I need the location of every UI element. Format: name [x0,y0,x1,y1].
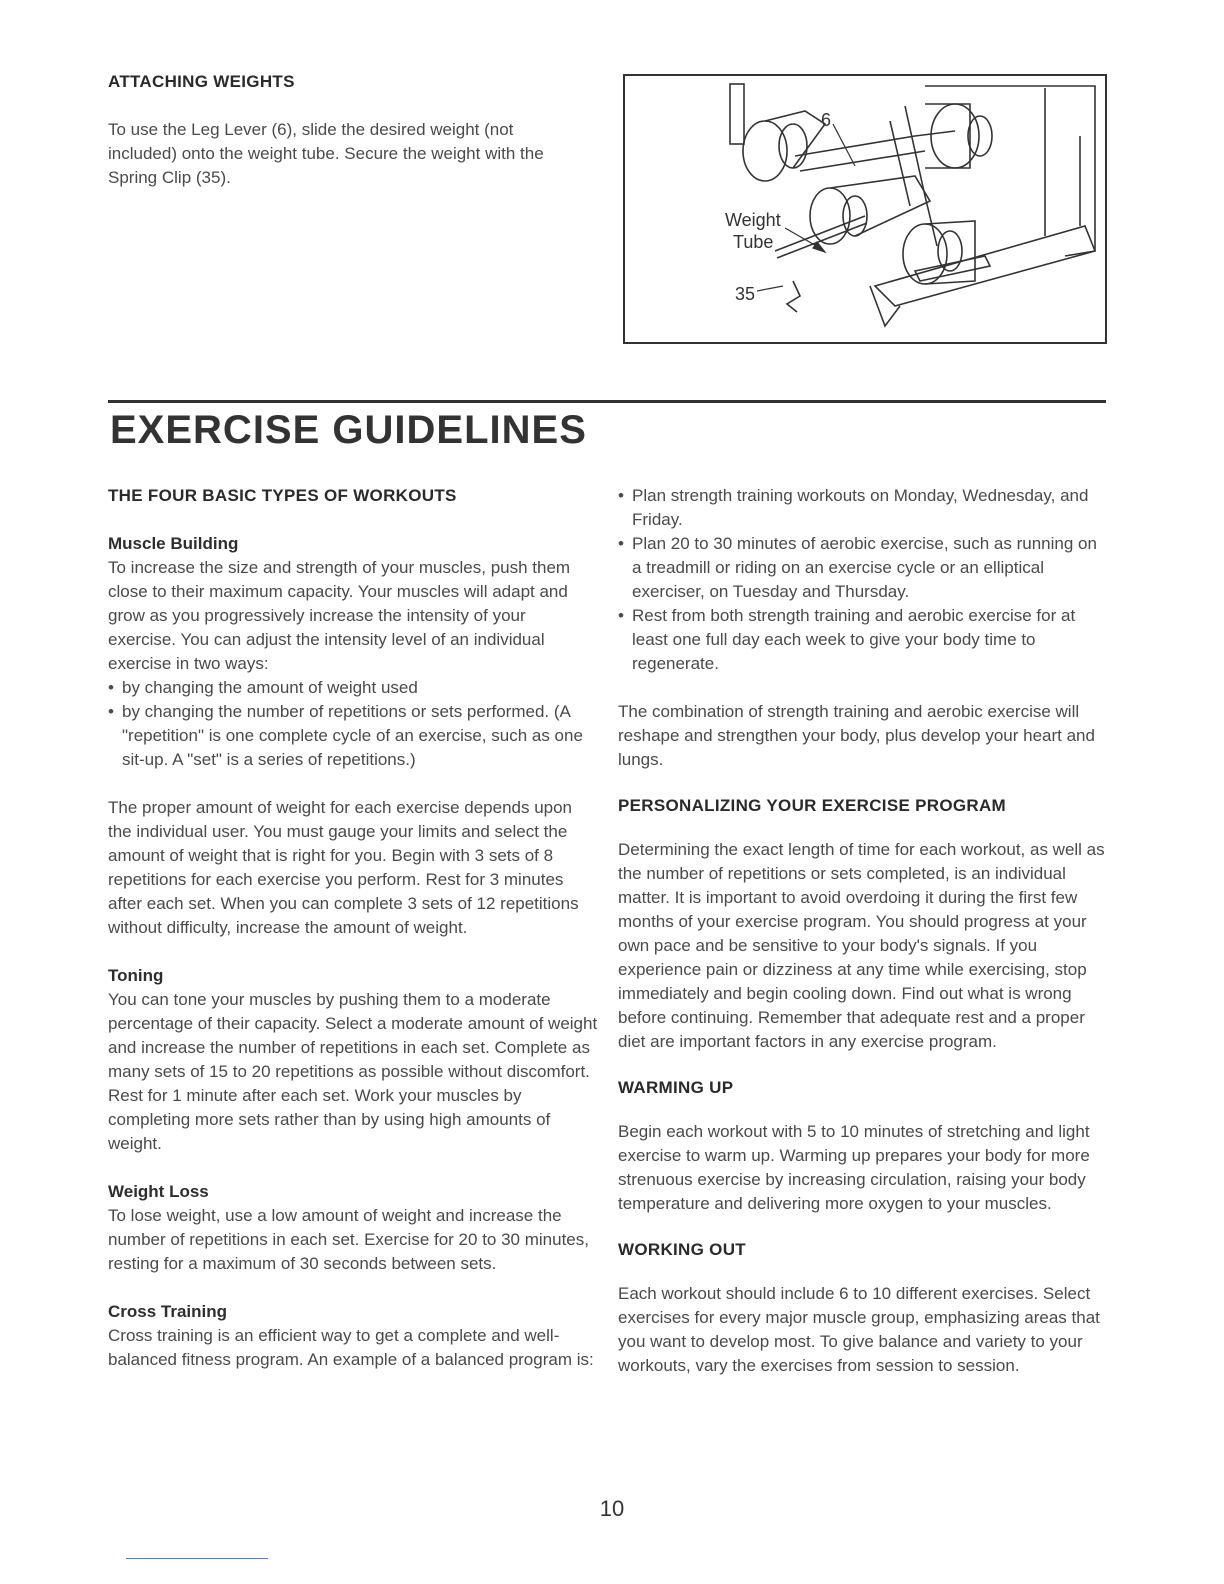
program-bullets [618,484,1108,676]
right-column [618,484,1108,1378]
list-item: • by changing the amount of weight used [108,676,598,700]
footer-divider [126,1558,268,1559]
weight-loss-text: To lose weight, use a low amount of weight and increase the number of repetitions in each set. Exercise for 20 to 30 minutes, resting for a maximum of 30 seconds between sets. [108,1206,589,1273]
personalizing-heading: PERSONALIZING YOUR EXERCISE PROGRAM [618,796,1007,815]
list-item: • Plan 20 to 30 minutes of aerobic exercise, such as running on a treadmill or riding on an exercise cycle or an elliptical exerciser, on Tuesday and Thursday. [618,532,1108,604]
weight-loss-title: Weight Loss [108,1182,209,1201]
four-workouts-heading: THE FOUR BASIC TYPES OF WORKOUTS [108,486,457,505]
personalizing-text: Determining the exact length of time for each workout, as well as the number of repetitions or sets completed, is an individual matter. It is important to avoid overdoing it during the first few months of your exercise program. You should progress at your own pace and be sensitive to your body's signals. If you experience pain or dizziness at any time while exercising, stop immediately and begin cooling down. Find out what is wrong before continuing. Remember that adequate rest and a proper diet are important factors in any exercise program. [618,840,1105,1051]
cross-training-title: Cross Training [108,1302,228,1321]
page-title: EXERCISE GUIDELINES [110,408,587,452]
working-out-text: Each workout should include 6 to 10 different exercises. Select exercises for every major muscle group, emphasizing areas that you want to develop most. To give balance and variety to your workouts, vary the exercises from session to session. [618,1284,1100,1375]
label-leg-lever-6: 6 [821,110,832,130]
muscle-building-text: To increase the size and strength of your muscles, push them close to their maximum capacity. Your muscles will adapt and grow as you progressively increase the intensity of your exercise. You can adjust the intensity level of an individual exercise in two ways: [108,558,571,673]
left-column [108,484,598,1372]
toning-text: You can tone your muscles by pushing them to a moderate percentage of their capacity. Select a moderate amount of weight and increase the number of repetitions in each set. Complete as many sets of 15 to 20 repetitions as possible without discomfort. Rest for 1 minute after each set. Work your muscles by completing more sets rather than by using high amounts of weight. [108,990,598,1153]
toning-title: Toning [108,966,164,985]
working-out-heading: WORKING OUT [618,1240,746,1259]
leg-lever-illustration [625,76,1105,342]
combination-text: The combination of strength training and aerobic exercise will reshape and strengthen your body, plus develop your heart and lungs. [618,702,1095,769]
warming-up-heading: WARMING UP [618,1078,734,1097]
muscle-building-title: Muscle Building [108,534,239,553]
label-tube: Tube [733,232,774,252]
title-rule [108,400,1106,403]
list-item: • Rest from both strength training and aerobic exercise for at least one full day each week to give your body time to regenerate. [618,604,1108,676]
muscle-building-bullets [108,676,598,772]
attaching-weights-text: To use the Leg Lever (6), slide the desired weight (not included) onto the weight tube. Secure the weight with the Spring Clip (35). [108,120,544,187]
warming-up-text: Begin each workout with 5 to 10 minutes of stretching and light exercise to warm up. Warming up prepares your body for more strenuous exercise by increasing circulation, raising your body temperature and delivering more oxygen to your muscles. [618,1122,1090,1213]
muscle-building-text-2: The proper amount of weight for each exercise depends upon the individual user. You must gauge your limits and select the amount of weight that is right for you. Begin with 3 sets of 8 repetitions for each exercise you perform. Rest for 3 minutes after each set. When you can complete 3 sets of 12 repetitions without difficulty, increase the amount of weight. [108,798,579,937]
attaching-weights-heading: ATTACHING WEIGHTS [108,72,295,91]
list-item: • by changing the number of repetitions or sets performed. (A "repetition" is one complete cycle of an exercise, such as one sit-up. A "set" is a series of repetitions.) [108,700,598,772]
leg-lever-figure [623,74,1107,344]
page-number: 10 [599,1496,625,1521]
label-spring-clip-35: 35 [735,284,756,304]
label-weight: Weight [725,210,781,230]
list-item: • Plan strength training workouts on Monday, Wednesday, and Friday. [618,484,1108,532]
cross-training-text: Cross training is an efficient way to get a complete and well-balanced fitness program. An example of a balanced program is: [108,1326,594,1369]
